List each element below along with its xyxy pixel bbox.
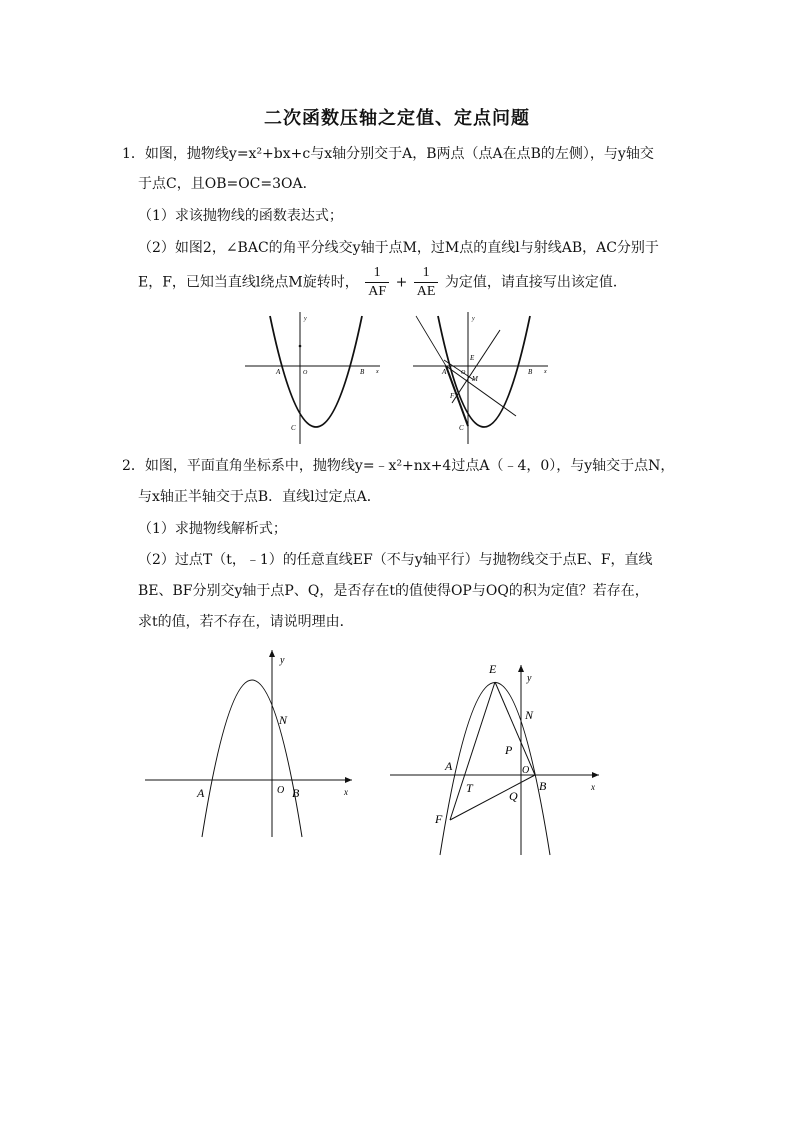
- fig1-label-o: O: [303, 370, 308, 376]
- p2-question2-line3: 求t的值，若不存在，请说明理由．: [138, 614, 354, 630]
- fig4-label-x: x: [591, 782, 595, 792]
- fig4-label-y: y: [527, 673, 532, 684]
- fig4-label-q: Q: [509, 789, 518, 803]
- p1-figure-1: [240, 308, 390, 448]
- p1-q2-prefix: E，F，已知当直线l绕点M旋转时，: [138, 274, 359, 291]
- fig4-label-o: O: [522, 765, 530, 776]
- p1-stem-line1: 1．如图，抛物线y=x²+bx+c与x轴分别交于A，B两点（点A在点B的左侧），与y轴交: [122, 146, 654, 162]
- fig4-label-t: T: [466, 781, 473, 795]
- fig1-label-b: B: [360, 368, 365, 376]
- fraction-1-over-af: [365, 264, 389, 301]
- page-title: 二次函数压轴之定值、定点问题: [264, 108, 530, 129]
- p1-question2-line1: （2）如图2，∠BAC的角平分线交y轴于点M，过M点的直线l与射线AB，AC分别于: [138, 240, 659, 256]
- fig3-label-y: y: [280, 655, 285, 666]
- fig4-label-b: B: [539, 779, 547, 793]
- p1-stem-line2: 于点C，且OB=OC=3OA．: [138, 176, 317, 192]
- fig2-label-a: A: [442, 368, 447, 376]
- fig2-label-f: F: [450, 392, 455, 400]
- plus-sign: +: [395, 274, 408, 291]
- fig2-label-y: y: [472, 316, 475, 322]
- frac2-numerator: 1: [422, 265, 430, 280]
- fig4-label-n: N: [525, 708, 534, 722]
- fig1-label-c: C: [291, 424, 296, 432]
- fig2-label-b: B: [528, 368, 533, 376]
- fig2-label-m: M: [472, 375, 478, 383]
- fig3-label-o: O: [277, 785, 285, 796]
- fig1-label-y: y: [304, 316, 307, 322]
- fig4-label-e: E: [489, 662, 497, 676]
- fig3-label-b: B: [292, 786, 300, 800]
- fig4-label-p: P: [505, 743, 513, 757]
- p2-stem-line1: 2．如图，平面直角坐标系中，抛物线y=﹣x²+nx+4过点A（﹣4，0），与y轴交于点N，: [122, 458, 675, 474]
- fig2-label-c: C: [459, 424, 464, 432]
- fig3-label-a: A: [197, 786, 205, 800]
- p1-q2-suffix: 为定值，请直接写出该定值．: [444, 274, 627, 291]
- p2-figure-1: [140, 645, 360, 845]
- fig1-label-a: A: [276, 368, 281, 376]
- fig2-label-o: O: [461, 370, 466, 376]
- fig3-label-x: x: [344, 787, 348, 797]
- p2-question2-line1: （2）过点T（t，﹣1）的任意直线EF（不与y轴平行）与抛物线交于点E、F，直线: [138, 552, 653, 568]
- frac2-denominator: AE: [414, 282, 439, 301]
- p2-figure-2: [385, 655, 610, 860]
- fig2-label-x: x: [544, 369, 547, 375]
- p2-question2-line2: BE、BF分别交y轴于点P、Q，是否存在t的值使得OP与OQ的积为定值？若存在，: [138, 583, 649, 599]
- p1-question1: （1）求该抛物线的函数表达式；: [138, 208, 343, 224]
- fig4-label-a: A: [445, 759, 453, 773]
- fig1-label-x: x: [376, 369, 379, 375]
- fig2-label-e: E: [470, 354, 475, 362]
- p1-question2-line2: [138, 264, 627, 301]
- fraction-1-over-ae: [414, 264, 439, 301]
- fig3-label-n: N: [279, 713, 288, 727]
- frac1-denominator: AF: [365, 282, 389, 301]
- frac1-numerator: 1: [373, 265, 381, 280]
- p2-stem-line2: 与x轴正半轴交于点B．直线l过定点A．: [138, 489, 381, 505]
- fig4-label-f: F: [435, 812, 443, 826]
- p2-question1: （1）求抛物线解析式；: [138, 521, 287, 537]
- p1-figure-2: [408, 308, 558, 448]
